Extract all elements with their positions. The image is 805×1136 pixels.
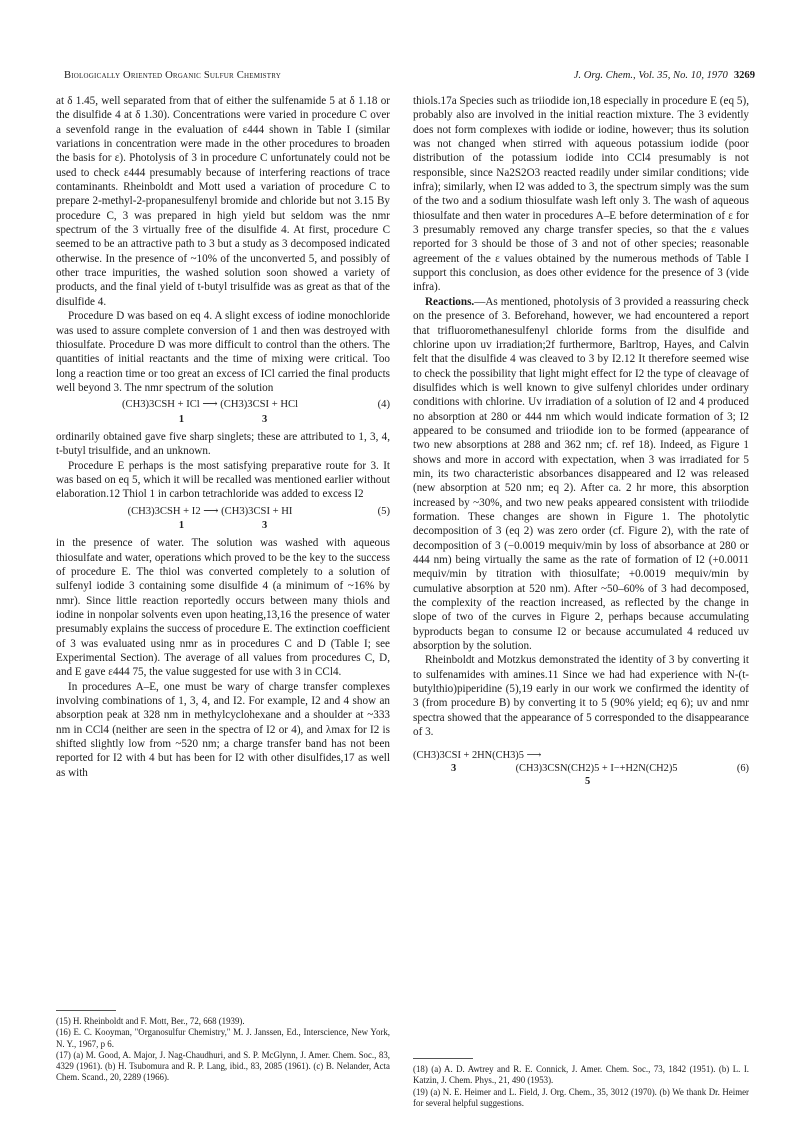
equation-number: (5): [377, 505, 390, 517]
section-heading: Reactions.: [425, 295, 475, 308]
running-header: Biologically Oriented Organic Sulfur Chemistry: [64, 70, 281, 81]
paragraph: ordinarily obtained gave five sharp singlets; these are attributed to 1, 3, 4, t-butyl trisulfide, and an unknown.: [56, 430, 390, 458]
equation-4: [56, 398, 390, 412]
footnotes-right: [413, 1064, 749, 1109]
left-column: [56, 94, 390, 780]
equation-body: (CH3)3CSH + I2 ⟶ (CH3)3CSI + HI: [127, 505, 293, 517]
equation-body: (CH3)3CSH + ICl ⟶ (CH3)3CSI + HCl: [121, 399, 299, 411]
footnote: (17) (a) M. Good, A. Major, J. Nag-Chaudhuri, and S. P. McGlynn, J. Amer. Chem. Soc., 83, 4329 (1961). (b) H. Tsubomura and R. P. Lang, ibid., 83, 2085 (1961). (c) B. Nelander, Acta Chem. Scand., 20, 2289 (1966).: [56, 1049, 390, 1083]
right-column: [413, 94, 749, 788]
equation-body: (CH3)3CSN(CH2)5 + I−+H2N(CH2)5: [515, 763, 678, 775]
paragraph: [413, 295, 749, 654]
paragraph: Procedure E perhaps is the most satisfying preparative route for 3. It was based on eq 5, which it will be recalled was mentioned earlier without elaboration.12 Thiol 1 in carbon tetrachloride was added to excess I2: [56, 459, 390, 501]
paragraph: at δ 1.45, well separated from that of either the sulfenamide 5 at δ 1.18 or the disulfide 4 at δ 1.30). Concentrations were varied in procedure C over a sevenfold range in the evaluation of ε444 shown in Table I (similar variations in concentration were made in the other procedures to broaden the basis for ε). Photolysis of 3 in procedure C unfortunately could not be used to check ε444 presumably because of interfering reactions of trace contaminants. Rheinboldt and Mott used a variation of procedure C to prepare 2-methyl-2-propanesulfenyl bromide and chloride but not 3.15 By procedure C, 3 was prepared in high yield but seldom was the nmr spectrum of the 3 virtually free of the disulfide 4. At first, procedure C seemed to be an attractive path to 3 but a study as 3 decomposed indicated otherwise. In the presence of ~10% of the unconverted 5, and possibly of other trace impurities, the washed solution soon showed a variety of products, and the final yield of t-butyl trisulfide was as great as that of the disulfide 4.: [56, 95, 390, 308]
journal-citation: [574, 70, 755, 81]
equation-compound-labels: 1 3: [178, 413, 268, 425]
footnote-divider: [413, 1058, 473, 1059]
paragraph: in the presence of water. The solution was washed with aqueous thiosulfate and water, operations which proved to be the key to the success of procedure E. The thiol was converted completely to a solution of sulfenyl iodide 3 containing some disulfide 4 (a minimum of ~16% by nmr). Since little reaction reportedly occurs between many thiols and iodine in nonpolar solvents even upon heating,13,16 the presence of water presumably explains the success of procedure E. The extinction coefficient of 3 was evaluated using nmr as in procedures C and D (Table I; see Experimental Section). The average of all values from procedures C, D, and E gave ε444 75, the value suggested for use with 3 in CCl4.: [56, 537, 390, 679]
page-number: 3269: [733, 70, 755, 81]
equation-6: [413, 749, 749, 788]
equation-line: [413, 762, 749, 775]
paragraph-text: —As mentioned, photolysis of 3 provided a reassuring check on the presence of 3. Beforehand, however, we had encountered a report that trifluoromethanesulfenyl chloride forms from the disulfide and chlorine upon uv irradiation;2f furthermore, Barltrop, Hayes, and Calvin felt that the disulfide 4 was cleaved to 3 by I2.12 It therefore seemed wise to check the possibility that light might effect for I2 the type of cleavage of disulfides which is well known to give sulfenyl chlorides under ordinary conditions with chlorine. Uv irradiation of a solution of I2 and 4 produced no absorption at 280 or 444 nm which would indicate formation of 3; I2 appeared to be consumed and triiodide ion to be formed (appearance of two new absorptions at 288 and 362 nm; cf. ref 18). Indeed, as Figure 1 shows and more in accord with expectation, when 3 was irradiated for 5 min, its two characteristic absorbances disappeared and I2 was released (new absorption at 520 nm; eq 2). After ca. 2 hr more, this absorption increased by ~30%, and two new peaks appeared consistent with triiodide formation. These changes are shown in Figure 1. The photolytic decomposition of 3 (eq 2) was zero order (cf. Figure 2), with the rate of decomposition of 3 (−0.0019 mequiv/min by loss of absorbance at 280 or 444 nm) being virtually the same as the rate of formation of I2 (+0.0011 mequiv/min by titration with thiosulfate; +0.0019 mequiv/min by cumulative absorption at 520 nm). After ~50–60% of 3 had decomposed, the complexity of the reaction increased, as reflected by the change in slope of two of the curves in Figure 2, perhaps because accumulating byproducts began to consume I2 or because accumulated 4 reduced uv absorption by the solution.: [413, 295, 749, 653]
footnote: (19) (a) N. E. Heimer and L. Field, J. Org. Chem., 35, 3012 (1970). (b) We thank Dr. Heimer for several helpful suggestions.: [413, 1086, 749, 1108]
paragraph: thiols.17a Species such as triiodide ion,18 especially in procedure E (eq 5), probably also are involved in the initial reaction mixture. The 3 evidently does not form complexes with iodide or iodine, however; thus its solution was not changed when stirred with aqueous potassium iodide (poor distribution of the potassium iodide into CCl4 presumably is not responsible, since Na2S2O3 reacted readily under similar conditions; vide infra); similarly, when I2 was added to 3, the spectrum simply was the sum of the two and a sodium thiosulfate wash left only 3. The wash of aqueous thiosulfate and then water in procedures A–E before determination of ε for 3 presumably removed any charge transfer species, so that the ε values reported for 3 should be those of 3 and not of other species; reasonable agreement of the ε values obtained by the numerous methods of Table I support this conclusion, as does other evidence for the presence of 3 (vide infra).: [413, 95, 749, 294]
footnote: (18) (a) A. D. Awtrey and R. E. Connick, J. Amer. Chem. Soc., 73, 1842 (1951). (b) L. I. Katzin, J. Chem. Phys., 21, 490 (1953).: [413, 1064, 749, 1086]
equation-5: [56, 505, 390, 519]
equation-compound-labels: 1 3: [178, 519, 268, 531]
footnotes-left: [56, 1016, 390, 1084]
paragraph: Rheinboldt and Motzkus demonstrated the identity of 3 by converting it to sulfenamides with amines.11 Since we had had experience with N-(t-butylthio)piperidine (5),19 early in our work we confirmed the identity of 3 (from procedure B) by converting it to 5 (90% yield; eq 6); uv and nmr spectra showed that the appearance of 5 corresponded to the disappearance of 3.: [413, 654, 749, 739]
paragraph: Procedure D was based on eq 4. A slight excess of iodine monochloride was used to assure complete conversion of 1 and then was destroyed with thiosulfate. Procedure D was more difficult to control than the others. The quantities of initial reactants and the time of mixing were critical. Too long a reaction time or too great an excess of ICl carried the final products well beyond 3. The nmr spectrum of the solution: [56, 310, 390, 394]
equation-number: (4): [377, 399, 390, 411]
footnote: (15) H. Rheinboldt and F. Mott, Ber., 72, 668 (1939).: [56, 1016, 245, 1026]
equation-compound-label: 3: [451, 763, 457, 775]
footnote: (16) E. C. Kooyman, "Organosulfur Chemistry," M. J. Janssen, Ed., Interscience, New York, N. Y., 1967, p 6.: [56, 1027, 390, 1049]
equation-number: (6): [736, 763, 749, 775]
journal-name: J. Org. Chem., Vol. 35, No. 10, 1970: [573, 70, 728, 81]
equation-line: (CH3)3CSI + 2HN(CH3)5 ⟶: [413, 750, 542, 762]
footnote-divider: [56, 1010, 116, 1011]
equation-compound-label: 5: [585, 776, 591, 788]
paragraph: In procedures A–E, one must be wary of charge transfer complexes involving combinations of 1, 3, 4, and I2. For example, I2 and 4 show an absorption peak at 328 nm in methylcyclohexane and a shoulder at ~333 nm in CCl4 (neither are seen in the spectra of I2 or 4), and λmax for I2 is shifted slightly low from ~520 nm; a charge transfer band has not been reported for I2 with 4 but has been for I2 with other disulfides,17 as well as with: [56, 680, 390, 779]
